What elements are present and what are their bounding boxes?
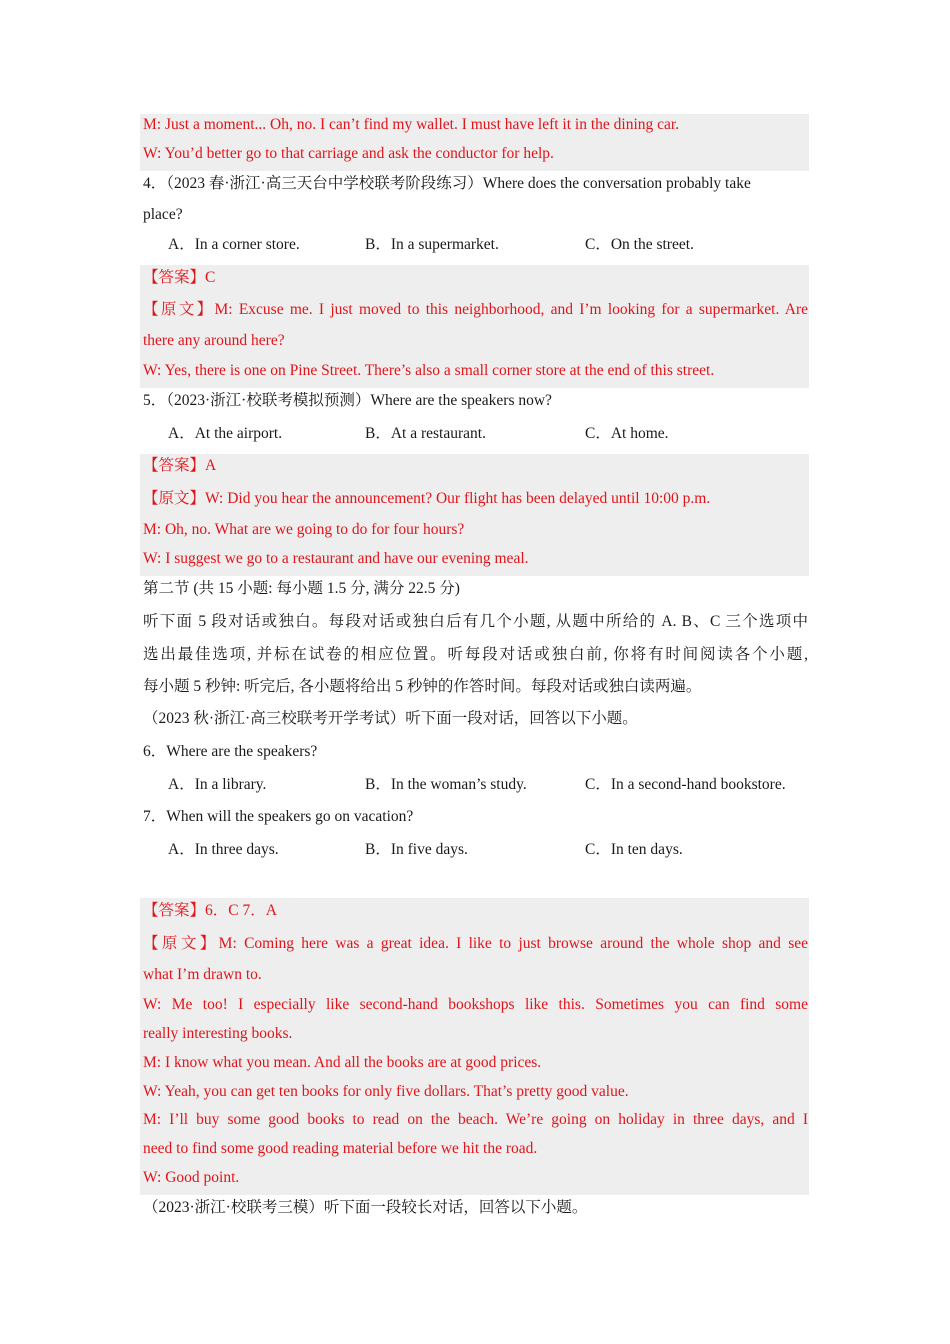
question-5-stem: 5．（2023·浙江·校联考模拟预测）Where are the speakers now? — [143, 392, 552, 409]
transcript-line: W: Yes, there is one on Pine Street. There’s also a small corner store at the end of this street. — [143, 362, 715, 379]
instruction-line: 每小题 5 秒钟: 听完后, 各小题将给出 5 秒钟的作答时间。每段对话或独白读两遍。 — [143, 678, 702, 695]
instruction-line: 听下面 5 段对话或独白。每段对话或独白后有几个小题, 从题中所给的 A. B、C 三个选项中 — [143, 613, 808, 630]
answer-label: 【答案】A — [143, 457, 217, 474]
question-6-stem: 6．Where are the speakers? — [143, 743, 318, 760]
section-title: 第二节 (共 15 小题: 每小题 1.5 分, 满分 22.5 分) — [143, 580, 460, 597]
option-c: C．On the street. — [585, 236, 694, 253]
transcript-line: 【原文】W: Did you hear the announcement? Our flight has been delayed until 10:00 p.m. — [143, 490, 711, 507]
source-note: （2023·浙江·校联考三模）听下面一段较长对话，回答以下小题。 — [143, 1199, 588, 1216]
option-a: A．At the airport. — [168, 425, 283, 442]
transcript-line: W: I suggest we go to a restaurant and have our evening meal. — [143, 550, 529, 567]
option-a: A．In three days. — [168, 841, 279, 858]
transcript-line: M: I know what you mean. And all the books are at good prices. — [143, 1054, 542, 1071]
transcript-line: M: I’ll buy some good books to read on the beach. We’re going on holiday in three days, and I — [143, 1111, 808, 1128]
question-7-stem: 7．When will the speakers go on vacation? — [143, 808, 414, 825]
source-note: （2023 秋·浙江·高三校联考开学考试）听下面一段对话，回答以下小题。 — [143, 710, 638, 727]
transcript-line: W: You’d better go to that carriage and ask the conductor for help. — [143, 145, 554, 162]
option-c: C．At home. — [585, 425, 669, 442]
option-c: C．In a second-hand bookstore. — [585, 776, 786, 793]
answer-label: 【答案】6．C 7．A — [143, 902, 277, 919]
option-a: A．In a library. — [168, 776, 267, 793]
transcript-line: 【原文】M: Coming here was a great idea. I like to just browse around the whole shop and see — [143, 935, 808, 952]
option-b: B．In a supermarket. — [365, 236, 499, 253]
transcript-line: M: Oh, no. What are we going to do for four hours? — [143, 521, 465, 538]
transcript-line: need to find some good reading material before we hit the road. — [143, 1140, 538, 1157]
transcript-line: 【原文】M: Excuse me. I just moved to this neighborhood, and I’m looking for a supermarket. Are — [143, 301, 808, 318]
answer-label: 【答案】C — [143, 269, 216, 286]
option-b: B．In five days. — [365, 841, 468, 858]
transcript-line: there any around here? — [143, 332, 285, 349]
transcript-line: W: Me too! I especially like second-hand bookshops like this. Sometimes you can find some — [143, 996, 808, 1013]
transcript-line: W: Good point. — [143, 1169, 240, 1186]
transcript-line: W: Yeah, you can get ten books for only five dollars. That’s pretty good value. — [143, 1083, 629, 1100]
option-b: B．At a restaurant. — [365, 425, 486, 442]
question-4-stem: 4．（2023 春·浙江·高三天台中学校联考阶段练习）Where does the conversation probably take — [143, 175, 751, 192]
transcript-line: really interesting books. — [143, 1025, 293, 1042]
transcript-line: what I’m drawn to. — [143, 966, 262, 983]
instruction-line: 选出最佳选项, 并标在试卷的相应位置。听每段对话或独白前, 你将有时间阅读各个小题, — [143, 646, 808, 663]
option-b: B．In the woman’s study. — [365, 776, 527, 793]
option-c: C．In ten days. — [585, 841, 683, 858]
question-4-stem-cont: place? — [143, 206, 183, 223]
transcript-line: M: Just a moment... Oh, no. I can’t find my wallet. I must have left it in the dining car. — [143, 116, 680, 133]
option-a: A．In a corner store. — [168, 236, 300, 253]
